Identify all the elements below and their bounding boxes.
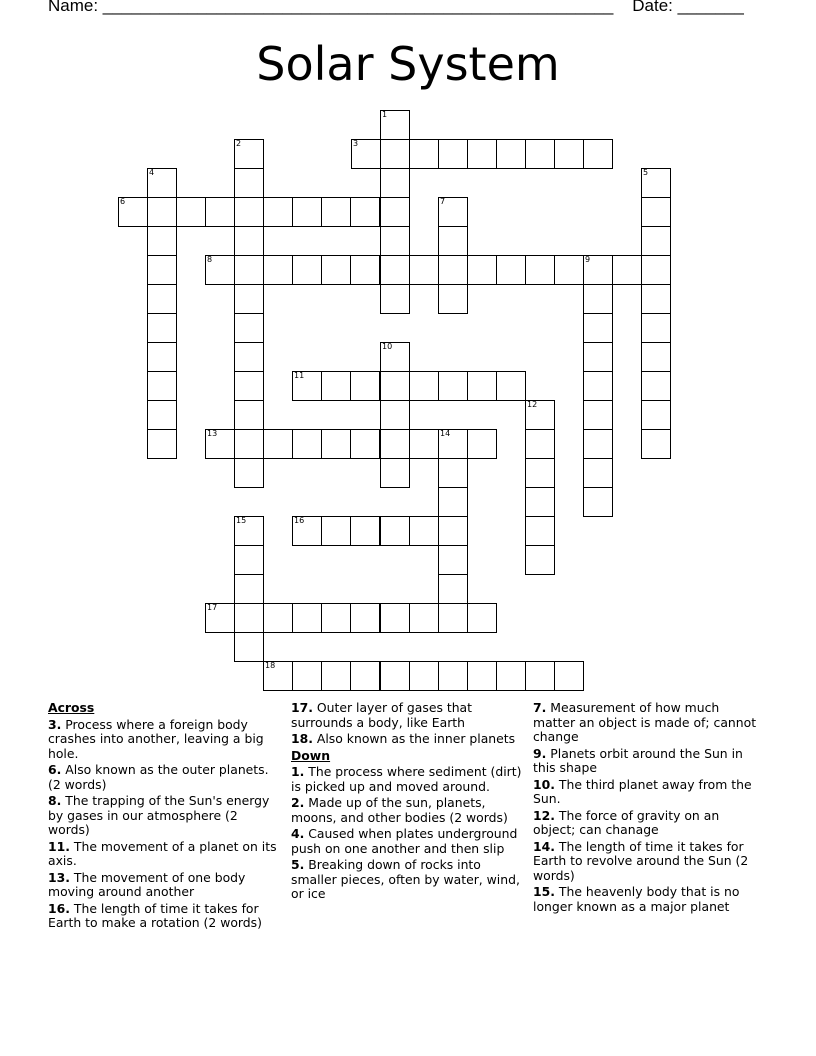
clue-item — [291, 701, 523, 730]
clue-item-text: Also known as the outer planets. (2 words) — [48, 762, 269, 792]
crossword-cell[interactable] — [554, 255, 584, 285]
clue-item-number: 11. — [48, 838, 70, 854]
crossword-cell[interactable] — [234, 168, 264, 198]
clue-item-number: 2. — [291, 795, 305, 810]
clue-item-number: 4. — [291, 826, 305, 841]
crossword-cell[interactable] — [350, 371, 380, 401]
clue-item-number: 9. — [533, 745, 547, 761]
crossword-cell[interactable] — [467, 429, 497, 459]
crossword-cell[interactable] — [234, 574, 264, 604]
down-heading: Down — [291, 747, 331, 763]
crossword-cell[interactable] — [350, 429, 380, 459]
crossword-cell[interactable] — [234, 139, 264, 169]
crossword-cell[interactable] — [350, 661, 380, 691]
clue-item-text: The heavenly body that is no longer known as a major planet — [533, 884, 740, 914]
clues-column-3 — [533, 701, 765, 916]
crossword-cell[interactable] — [234, 371, 264, 401]
crossword-cell[interactable] — [234, 226, 264, 256]
clue-item — [533, 840, 765, 884]
across-clue-list-continued — [291, 701, 523, 747]
clue-item-text: The trapping of the Sun's energy by gases in our atmosphere (2 words) — [48, 793, 270, 837]
crossword-cell[interactable] — [147, 371, 177, 401]
clue-item-text: Made up of the sun, planets, moons, and other bodies (2 words) — [291, 795, 508, 825]
crossword-cell[interactable] — [118, 197, 148, 227]
clue-item-text: Measurement of how much matter an object is made of; cannot change — [533, 700, 757, 744]
crossword-cell[interactable] — [409, 516, 439, 546]
clue-item-number: 1. — [291, 764, 305, 779]
clue-item — [48, 902, 280, 931]
crossword-cell[interactable] — [380, 371, 410, 401]
clues-column-1 — [48, 701, 280, 933]
crossword-cell[interactable] — [583, 255, 613, 285]
crossword-cell[interactable] — [292, 516, 322, 546]
clue-item — [291, 858, 523, 902]
crossword-cell[interactable] — [467, 139, 497, 169]
clue-number: 16 — [294, 516, 305, 525]
clue-item-text: The force of gravity on an object; can chanage — [533, 807, 720, 837]
clue-item-text: The third planet away from the Sun. — [533, 776, 752, 806]
crossword-cell[interactable] — [205, 429, 235, 459]
clue-item — [48, 871, 280, 900]
crossword-cell[interactable] — [554, 139, 584, 169]
clue-item — [48, 718, 280, 762]
crossword-cell[interactable] — [467, 255, 497, 285]
clue-item — [291, 796, 523, 825]
crossword-cell[interactable] — [205, 255, 235, 285]
crossword-cell[interactable] — [380, 168, 410, 198]
crossword-cell[interactable] — [409, 371, 439, 401]
crossword-cell[interactable] — [496, 371, 526, 401]
clue-item-number: 6. — [48, 762, 62, 777]
crossword-cell[interactable] — [409, 255, 439, 285]
crossword-cell[interactable] — [380, 226, 410, 256]
crossword-cell[interactable] — [525, 516, 555, 546]
crossword-cell[interactable] — [234, 342, 264, 372]
crossword-cell[interactable] — [438, 516, 468, 546]
crossword-cell[interactable] — [641, 342, 671, 372]
crossword-cell[interactable] — [350, 516, 380, 546]
crossword-cell[interactable] — [409, 429, 439, 459]
crossword-cell[interactable] — [321, 429, 351, 459]
crossword-cell[interactable] — [438, 574, 468, 604]
clue-number: 18 — [265, 661, 276, 670]
clue-item-number: 7. — [533, 700, 547, 715]
clue-item-number: 5. — [291, 857, 305, 872]
crossword-cell[interactable] — [467, 371, 497, 401]
clue-item-number: 8. — [48, 793, 62, 808]
crossword-cell[interactable] — [583, 284, 613, 314]
crossword-cell[interactable] — [525, 458, 555, 488]
clue-item — [533, 747, 765, 776]
crossword-cell[interactable] — [612, 255, 642, 285]
clue-item-number: 17. — [291, 700, 313, 715]
crossword-cell[interactable] — [351, 139, 381, 169]
crossword-cell[interactable] — [525, 400, 555, 430]
crossword-cell[interactable] — [147, 197, 177, 227]
crossword-cell[interactable] — [350, 197, 380, 227]
crossword-cell[interactable] — [380, 429, 410, 459]
crossword-cell[interactable] — [583, 139, 613, 169]
clue-item — [291, 827, 523, 856]
clue-item — [291, 732, 523, 747]
crossword-cell[interactable] — [234, 400, 264, 430]
crossword-cell[interactable] — [147, 226, 177, 256]
crossword-cell[interactable] — [641, 284, 671, 314]
clue-number: 13 — [207, 429, 218, 438]
crossword-cell[interactable] — [292, 255, 322, 285]
crossword-cell[interactable] — [292, 603, 322, 633]
clue-item-number: 18. — [291, 731, 313, 746]
crossword-cell[interactable] — [438, 371, 468, 401]
clue-item — [533, 809, 765, 838]
crossword-cell[interactable] — [583, 313, 613, 343]
crossword-cell[interactable] — [525, 661, 555, 691]
crossword-cell[interactable] — [641, 255, 671, 285]
clue-number: 8 — [207, 255, 213, 264]
page-title: Solar System — [256, 37, 560, 91]
clue-item-number: 13. — [48, 869, 70, 885]
crossword-cell[interactable] — [641, 197, 671, 227]
clue-number: 14 — [440, 429, 451, 438]
crossword-cell[interactable] — [147, 255, 177, 285]
clue-number: 6 — [120, 197, 126, 206]
crossword-cell[interactable] — [583, 371, 613, 401]
clue-number: 2 — [236, 139, 242, 148]
crossword-cell[interactable] — [380, 284, 410, 314]
crossword-cell[interactable] — [438, 139, 468, 169]
crossword-cell[interactable] — [583, 429, 613, 459]
clue-item-text: Planets orbit around the Sun in this shape — [533, 745, 743, 775]
crossword-cell[interactable] — [583, 342, 613, 372]
clue-item-number: 12. — [533, 807, 555, 823]
crossword-cell[interactable] — [147, 168, 177, 198]
clue-item — [48, 794, 280, 838]
crossword-cell[interactable] — [554, 661, 584, 691]
crossword-cell[interactable] — [467, 603, 497, 633]
crossword-cell[interactable] — [641, 313, 671, 343]
crossword-cell[interactable] — [438, 226, 468, 256]
crossword-cell[interactable] — [147, 284, 177, 314]
crossword-cell[interactable] — [263, 661, 293, 691]
crossword-cell[interactable] — [321, 255, 351, 285]
clue-item-text: Also known as the inner planets — [312, 731, 516, 746]
clue-item-text: The movement of one body moving around another — [48, 869, 246, 899]
clue-item-number: 3. — [48, 716, 62, 732]
crossword-cell[interactable] — [380, 400, 410, 430]
clue-item-number: 15. — [533, 884, 555, 899]
across-clue-list — [48, 718, 280, 931]
crossword-cell[interactable] — [292, 197, 322, 227]
clues-column-2 — [291, 701, 523, 904]
clue-item-text: The movement of a planet on its axis. — [48, 838, 277, 868]
crossword-cell[interactable] — [234, 458, 264, 488]
clue-number: 17 — [207, 603, 218, 612]
clue-item-text: Process where a foreign body crashes into another, leaving a big hole. — [48, 716, 264, 761]
crossword-cell[interactable] — [496, 661, 526, 691]
crossword-cell[interactable] — [234, 284, 264, 314]
crossword-cell[interactable] — [380, 661, 410, 691]
crossword-cell[interactable] — [525, 545, 555, 575]
clue-item-text: The process where sediment (dirt) is picked up and moved around. — [291, 764, 522, 794]
down-clue-list-continued — [533, 701, 765, 914]
across-heading: Across — [48, 700, 95, 715]
clue-item-number: 14. — [533, 838, 555, 854]
crossword-cell[interactable] — [292, 661, 322, 691]
crossword-cell[interactable] — [438, 284, 468, 314]
name-field[interactable]: Name: ______________________________________________________ — [48, 0, 614, 15]
crossword-cell[interactable] — [321, 197, 351, 227]
clue-number: 10 — [382, 342, 393, 351]
crossword-cell[interactable] — [525, 255, 555, 285]
crossword-cell[interactable] — [438, 458, 468, 488]
clue-item-number: 16. — [48, 900, 70, 916]
clue-item-text: Breaking down of rocks into smaller pieces, often by water, wind, or ice — [291, 857, 520, 901]
crossword-cell[interactable] — [321, 371, 351, 401]
crossword-cell[interactable] — [641, 168, 671, 198]
crossword-cell[interactable] — [380, 255, 410, 285]
crossword-cell[interactable] — [438, 661, 468, 691]
crossword-cell[interactable] — [438, 487, 468, 517]
clue-item — [48, 763, 280, 792]
clue-item — [291, 765, 523, 794]
clue-item — [533, 701, 765, 745]
crossword-cell[interactable] — [525, 429, 555, 459]
crossword-cell[interactable] — [234, 516, 264, 546]
clue-number: 12 — [527, 400, 538, 409]
crossword-cell[interactable] — [234, 545, 264, 575]
down-clue-list — [291, 765, 523, 902]
crossword-cell[interactable] — [380, 197, 410, 227]
crossword-cell[interactable] — [496, 139, 526, 169]
crossword-cell[interactable] — [380, 342, 410, 372]
crossword-cell[interactable] — [234, 632, 264, 662]
crossword-cell[interactable] — [641, 226, 671, 256]
crossword-cell[interactable] — [147, 400, 177, 430]
crossword-cell[interactable] — [380, 110, 410, 140]
crossword-cell[interactable] — [409, 603, 439, 633]
crossword-cell[interactable] — [438, 255, 468, 285]
crossword-cell[interactable] — [438, 545, 468, 575]
crossword-cell[interactable] — [321, 516, 351, 546]
crossword-cell[interactable] — [496, 255, 526, 285]
crossword-cell[interactable] — [583, 487, 613, 517]
crossword-cell[interactable] — [641, 400, 671, 430]
crossword-cell[interactable] — [380, 458, 410, 488]
crossword-cell[interactable] — [409, 661, 439, 691]
clue-item — [533, 885, 765, 914]
crossword-cell[interactable] — [147, 313, 177, 343]
clue-item — [533, 778, 765, 807]
clue-item-number: 10. — [533, 776, 555, 792]
crossword-cell[interactable] — [234, 429, 264, 459]
crossword-cell[interactable] — [176, 197, 206, 227]
crossword-cell[interactable] — [438, 603, 468, 633]
crossword-cell[interactable] — [234, 255, 264, 285]
crossword-cell[interactable] — [380, 603, 410, 633]
crossword-cell[interactable] — [147, 429, 177, 459]
crossword-cell[interactable] — [525, 139, 555, 169]
crossword-cell[interactable] — [380, 139, 410, 169]
crossword-cell[interactable] — [321, 661, 351, 691]
clue-number: 7 — [440, 197, 446, 206]
date-field[interactable]: Date: _______ — [632, 0, 744, 15]
crossword-cell[interactable] — [438, 197, 468, 227]
clue-item-text: The length of time it takes for Earth to revolve around the Sun (2 words) — [533, 838, 749, 883]
crossword-cell[interactable] — [525, 487, 555, 517]
clue-item — [48, 840, 280, 869]
crossword-cell[interactable] — [583, 400, 613, 430]
clue-number: 15 — [236, 516, 247, 525]
crossword-cell[interactable] — [292, 429, 322, 459]
crossword-cell[interactable] — [409, 139, 439, 169]
crossword-cell[interactable] — [380, 516, 410, 546]
crossword-cell[interactable] — [350, 603, 380, 633]
clue-item-text: Caused when plates underground push on one another and then slip — [291, 826, 518, 856]
crossword-cell[interactable] — [292, 371, 322, 401]
crossword-cell[interactable] — [350, 255, 380, 285]
crossword-cell[interactable] — [263, 603, 293, 633]
clue-number: 3 — [353, 139, 359, 148]
clue-number: 5 — [643, 168, 649, 177]
clue-item-text: Outer layer of gases that surrounds a body, like Earth — [291, 700, 473, 730]
crossword-cell[interactable] — [263, 197, 293, 227]
crossword-cell[interactable] — [321, 603, 351, 633]
crossword-cell[interactable] — [205, 603, 235, 633]
crossword-cell[interactable] — [234, 313, 264, 343]
clue-number: 9 — [585, 255, 591, 264]
clue-item-text: The length of time it takes for Earth to make a rotation (2 words) — [48, 900, 262, 930]
crossword-cell[interactable] — [263, 255, 293, 285]
crossword-cell[interactable] — [263, 429, 293, 459]
clue-number: 1 — [382, 110, 388, 119]
crossword-cell[interactable] — [467, 661, 497, 691]
crossword-cell[interactable] — [641, 371, 671, 401]
crossword-cell[interactable] — [583, 458, 613, 488]
crossword-cell[interactable] — [147, 342, 177, 372]
crossword-cell[interactable] — [641, 429, 671, 459]
clue-number: 11 — [294, 371, 305, 380]
crossword-cell[interactable] — [205, 197, 235, 227]
clue-number: 4 — [149, 168, 155, 177]
crossword-cell[interactable] — [234, 603, 264, 633]
crossword-cell[interactable] — [438, 429, 468, 459]
crossword-cell[interactable] — [234, 197, 264, 227]
